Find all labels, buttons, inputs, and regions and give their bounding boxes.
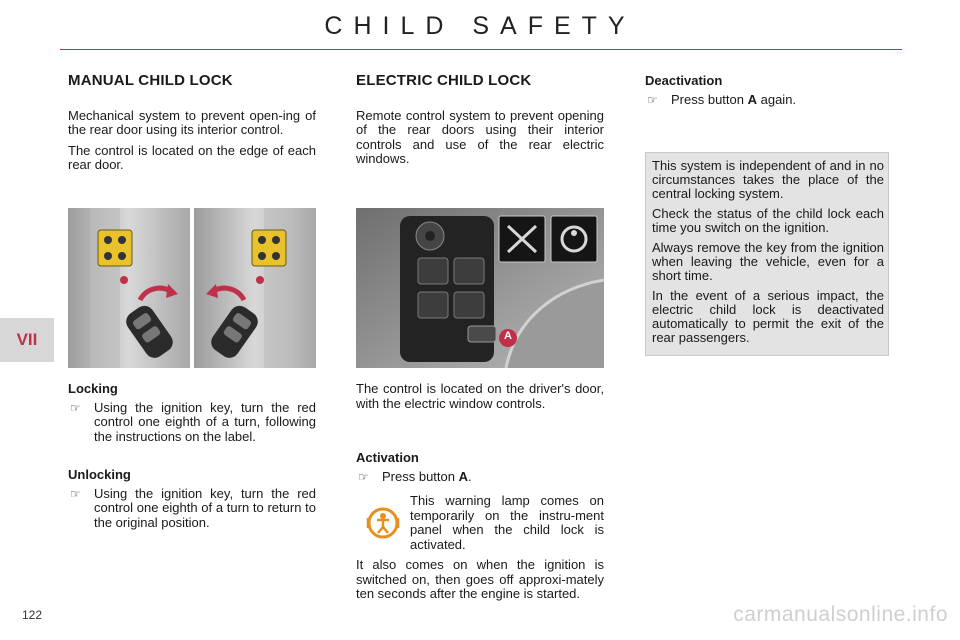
safety-notice-box [645, 152, 889, 356]
electric-lock-heading: ELECTRIC CHILD LOCK [356, 72, 532, 89]
unlocking-heading: Unlocking [68, 467, 131, 482]
warning-lamp-text: This warning lamp comes on temporarily on the instru-ment panel when the child lock is activated. [410, 493, 604, 552]
page-number: 122 [22, 608, 43, 622]
notice-paragraph: Check the status of the child lock each time you switch on the ignition. [652, 206, 884, 235]
notice-paragraph: This system is independent of and in no circumstances takes the place of the central locking system. [652, 158, 884, 201]
pointing-hand-icon: ☞ [358, 469, 369, 484]
electric-lock-details [356, 382, 604, 608]
electric-lock-section [356, 74, 604, 173]
manual-lock-instructions [68, 382, 316, 536]
child-lock-label-right [252, 230, 286, 266]
page-title: CHILD SAFETY [324, 12, 636, 40]
notice-paragraph: In the event of a serious impact, the electric child lock is deactivated automatically to permit the exit of the rear passengers. [652, 288, 884, 345]
manual-lock-heading: MANUAL CHILD LOCK [68, 72, 233, 89]
notice-paragraph: Always remove the key from the ignition when leaving the vehicle, even for a short time. [652, 240, 884, 283]
manual-lock-intro: Mechanical system to prevent open-ing of the rear door using its interior control. [68, 107, 316, 137]
activation-suffix: . [468, 468, 472, 484]
electric-lock-intro: Remote control system to prevent opening of the rear doors using their interior controls and use of the rear electric windows. [356, 107, 604, 166]
deactivation-section [645, 74, 889, 113]
deactivation-prefix: Press button [671, 91, 748, 107]
manual-lock-location: The control is located on the edge of each rear door. [68, 142, 316, 172]
warning-lamp-row [356, 494, 604, 552]
activation-prefix: Press button [382, 468, 459, 484]
activation-heading: Activation [356, 450, 419, 465]
title-divider [60, 49, 902, 50]
manual-lock-photo [68, 208, 316, 368]
watermark: carmanualsonline.info [733, 603, 948, 626]
electric-lock-photo [356, 208, 604, 368]
pointing-hand-icon: ☞ [70, 400, 81, 415]
unlocking-step [68, 487, 316, 531]
locking-heading: Locking [68, 381, 118, 396]
deactivation-step [645, 93, 889, 108]
locking-text: Using the ignition key, turn the red control one eighth of a turn, following the instructions on the label. [94, 399, 316, 444]
chapter-tab: VII [0, 318, 54, 362]
deactivation-heading: Deactivation [645, 73, 723, 88]
button-a-label: A [504, 330, 512, 342]
locking-step [68, 401, 316, 445]
door-edge-illustration [68, 208, 316, 368]
manual-lock-section [68, 74, 316, 179]
deactivation-button-ref: A [747, 91, 757, 107]
electric-lock-caption: The control is located on the driver's door, with the electric window controls. [356, 381, 604, 411]
driver-door-controls-illustration [356, 208, 604, 368]
unlocking-text: Using the ignition key, turn the red control one eighth of a turn to return to the original position. [94, 485, 316, 530]
activation-step [356, 470, 604, 485]
activation-button-ref: A [458, 468, 468, 484]
child-lock-label-left [98, 230, 132, 266]
deactivation-suffix: again. [757, 91, 797, 107]
pointing-hand-icon: ☞ [70, 486, 81, 501]
child-lock-warning-lamp-icon [356, 494, 410, 552]
warning-lamp-extra: It also comes on when the ignition is switched on, then goes off approxi-mately ten seconds after the engine is started. [356, 557, 604, 601]
pointing-hand-icon: ☞ [647, 92, 658, 107]
